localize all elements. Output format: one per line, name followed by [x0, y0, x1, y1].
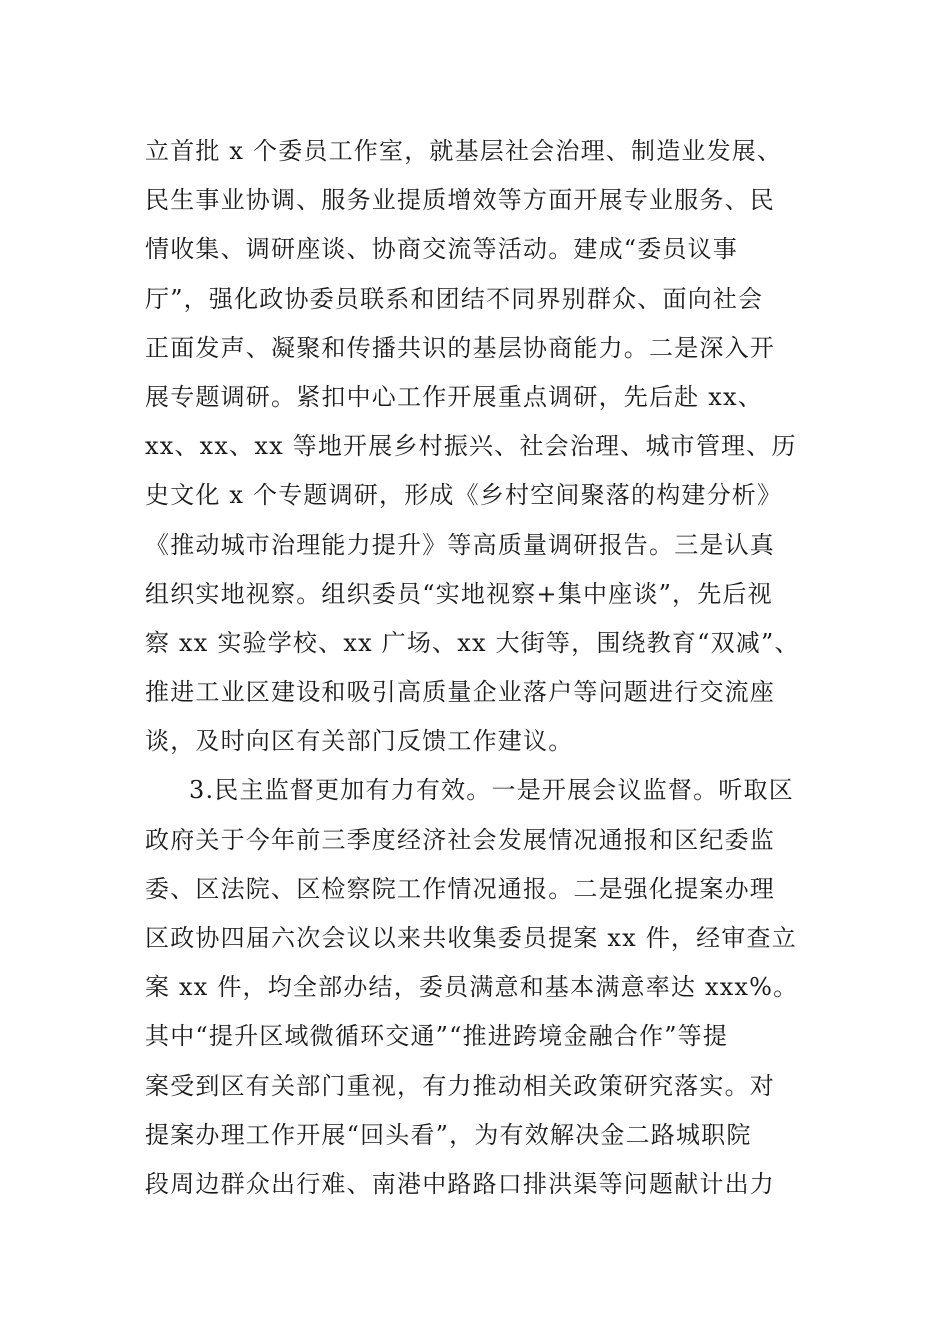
section-heading-line: 3.民主监督更加有力有效。一是开展会议监督。听取区: [189, 776, 794, 805]
document-body: [145, 127, 865, 1209]
text-line: 正面发声、凝聚和传播共识的基层协商能力。二是深入开: [145, 333, 775, 362]
text-line: 其中“提升区域微循环交通”“推进跨境金融合作”等提: [145, 1022, 729, 1051]
text-line: 情收集、调研座谈、协商交流等活动。建成“委员议事: [145, 235, 739, 264]
text-line: 提案办理工作开展“回头看”，为有效解决金二路城职院: [145, 1120, 752, 1149]
text-line: 政府关于今年前三季度经济社会发展情况通报和区纪委监: [145, 825, 775, 854]
text-line: 推进工业区建设和吸引高质量企业落户等问题进行交流座: [145, 678, 775, 707]
text-line: 史文化 x 个专题调研，形成《乡村空间聚落的构建分析》: [145, 481, 783, 510]
text-line: 委、区法院、区检察院工作情况通报。二是强化提案办理: [145, 874, 775, 903]
text-line: 民生事业协调、服务业提质增效等方面开展专业服务、民: [145, 186, 775, 215]
text-line: 展专题调研。紧扣中心工作开展重点调研，先后赴 xx、: [145, 382, 763, 411]
text-line: 案受到区有关部门重视，有力推动相关政策研究落实。对: [145, 1071, 775, 1100]
text-line: 案 xx 件，均全部办结，委员满意和基本满意率达 xxx%。: [145, 973, 799, 1002]
text-line: 察 xx 实验学校、xx 广场、xx 大街等，围绕教育“双减”、: [145, 628, 800, 657]
text-line: xx、xx、xx 等地开展乡村振兴、社会治理、城市管理、历: [145, 432, 797, 461]
text-line: 立首批 x 个委员工作室，就基层社会治理、制造业发展、: [145, 137, 783, 165]
text-line: 段周边群众出行难、南港中路路口排洪渠等问题献计出力: [145, 1169, 775, 1198]
text-line: 《推动城市治理能力提升》等高质量调研报告。三是认真: [145, 530, 775, 559]
text-line: 谈，及时向区有关部门反馈工作建议。: [145, 727, 574, 756]
text-line: 组织实地视察。组织委员“实地视察+集中座谈”，先后视: [145, 579, 773, 608]
text-line: 厅”，强化政协委员联系和团结不同界别群众、面向社会: [145, 284, 764, 313]
text-line: 区政协四届六次会议以来共收集委员提案 xx 件，经审查立: [145, 924, 797, 952]
